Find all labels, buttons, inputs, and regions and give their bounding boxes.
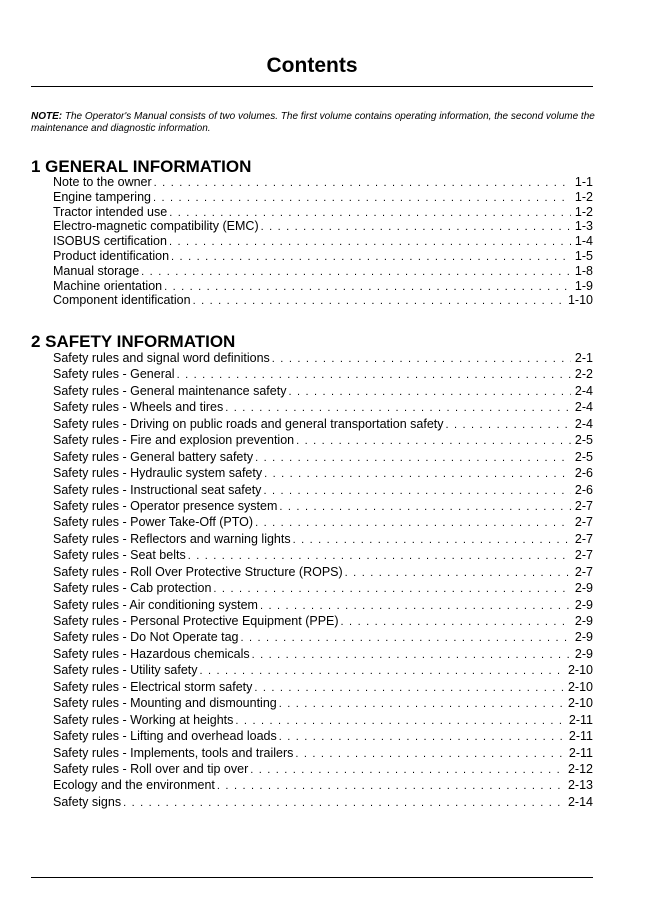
toc-entry-title: Safety rules - Instructional seat safety <box>53 482 262 497</box>
toc-entry[interactable] <box>53 366 593 382</box>
dot-leader <box>279 696 564 711</box>
toc-entry-title: Safety rules - Hazardous chemicals <box>53 646 250 661</box>
dot-leader <box>164 280 571 294</box>
footer-rule <box>31 877 593 878</box>
section-safety-information <box>31 333 593 810</box>
toc-entry[interactable] <box>53 662 593 678</box>
toc-entry[interactable] <box>53 175 593 190</box>
toc-entry[interactable] <box>53 249 593 264</box>
toc-entry[interactable] <box>53 794 593 810</box>
toc-entry[interactable] <box>53 279 593 294</box>
toc-entry[interactable] <box>53 564 593 580</box>
toc-entry[interactable] <box>53 383 593 399</box>
toc-entry[interactable] <box>53 498 593 514</box>
dot-leader <box>252 647 571 662</box>
dot-leader <box>279 729 565 744</box>
note <box>31 111 597 135</box>
dot-leader <box>446 417 571 432</box>
toc-entry-title: Machine orientation <box>53 278 163 293</box>
toc-entry[interactable] <box>53 629 593 645</box>
dot-leader <box>169 235 571 249</box>
dot-leader <box>177 367 571 382</box>
dot-leader <box>255 515 571 530</box>
toc-entry-page: 2-11 <box>568 729 593 744</box>
toc-entry-title: Safety rules - Wheels and tires <box>53 400 224 415</box>
dot-leader <box>241 630 571 645</box>
dot-leader <box>255 450 571 465</box>
toc-entry[interactable] <box>53 432 593 448</box>
toc-entry[interactable] <box>53 679 593 695</box>
toc-entry-page: 2-7 <box>574 515 593 530</box>
toc-entries <box>31 350 593 810</box>
toc-entry-title: Safety rules - Fire and explosion prevention <box>53 433 295 448</box>
toc-entry-page: 2-9 <box>574 597 593 612</box>
dot-leader <box>295 746 565 761</box>
toc-entry-title: Safety rules - Air conditioning system <box>53 597 258 612</box>
toc-entry-title: Electro-magnetic compatibility (EMC) <box>53 219 259 234</box>
dot-leader <box>154 176 571 190</box>
section-heading: 1 GENERAL INFORMATION <box>31 157 252 176</box>
toc-entry-page: 1-5 <box>574 248 593 263</box>
toc-entry-page: 1-3 <box>574 219 593 234</box>
toc-entry[interactable] <box>53 514 593 530</box>
toc-entry-title: Safety rules - General <box>53 367 175 382</box>
toc-entry[interactable] <box>53 449 593 465</box>
toc-entry[interactable] <box>53 219 593 234</box>
toc-entry-title: Tractor intended use <box>53 204 168 219</box>
toc-entry-title: Safety rules - Mounting and dismounting <box>53 696 277 711</box>
toc-entry-title: Safety rules - Power Take-Off (PTO) <box>53 515 254 530</box>
toc-entry[interactable] <box>53 712 593 728</box>
dot-leader <box>188 548 571 563</box>
toc-entry-title: Safety rules - Roll over and tip over <box>53 761 249 776</box>
dot-leader <box>264 466 571 481</box>
toc-entry-title: Safety rules - Lifting and overhead loads <box>53 729 277 744</box>
toc-entry-title: Manual storage <box>53 263 140 278</box>
toc-entry[interactable] <box>53 293 593 308</box>
dot-leader <box>193 294 564 308</box>
section-heading: 2 SAFETY INFORMATION <box>31 332 236 351</box>
toc-entry-page: 1-10 <box>567 293 593 308</box>
toc-entry-page: 2-7 <box>574 498 593 513</box>
dot-leader <box>123 795 564 810</box>
toc-entry-title: Safety rules - Working at heights <box>53 712 234 727</box>
toc-entry-page: 2-7 <box>574 531 593 546</box>
dot-leader <box>141 265 571 279</box>
dot-leader <box>169 206 571 220</box>
section-general-information <box>31 158 593 308</box>
toc-entry-page: 2-12 <box>567 761 593 776</box>
toc-entry-page: 2-10 <box>567 696 593 711</box>
toc-entry-title: Safety rules - Operator presence system <box>53 498 278 513</box>
toc-entry-title: Safety rules - Do Not Operate tag <box>53 630 239 645</box>
toc-entry[interactable] <box>53 190 593 205</box>
toc-entry-page: 2-11 <box>568 745 593 760</box>
toc-entry-page: 2-5 <box>574 433 593 448</box>
toc-entry-title: Safety rules - Roll Over Protective Structure (ROPS) <box>53 564 343 579</box>
dot-leader <box>153 191 571 205</box>
dot-leader <box>296 433 571 448</box>
dot-leader <box>171 250 571 264</box>
toc-entry[interactable] <box>53 547 593 563</box>
toc-entry[interactable] <box>53 777 593 793</box>
toc-entry-page: 2-1 <box>574 351 593 365</box>
toc-entry[interactable] <box>53 205 593 220</box>
dot-leader <box>263 483 570 498</box>
toc-entry[interactable] <box>53 264 593 279</box>
toc-entry-title: Safety rules and signal word definitions <box>53 351 270 365</box>
toc-entry-page: 1-8 <box>574 263 593 278</box>
toc-entry-title: ISOBUS certification <box>53 234 167 249</box>
dot-leader <box>200 663 564 678</box>
toc-entry[interactable] <box>53 761 593 777</box>
toc-entry[interactable] <box>53 745 593 761</box>
toc-entry[interactable] <box>53 350 593 366</box>
dot-leader <box>213 581 571 596</box>
toc-entry-title: Safety rules - Hydraulic system safety <box>53 466 263 481</box>
toc-entry-title: Engine tampering <box>53 189 151 204</box>
toc-entry[interactable] <box>53 482 593 498</box>
toc-entry[interactable] <box>53 580 593 596</box>
toc-entry-page: 2-9 <box>574 614 593 628</box>
toc-entry-title: Safety rules - Cab protection <box>53 581 212 596</box>
toc-entry[interactable] <box>53 728 593 744</box>
toc-entry-page: 2-7 <box>574 548 593 563</box>
toc-entry-title: Safety rules - General battery safety <box>53 449 254 464</box>
toc-entry-page: 2-4 <box>574 383 593 398</box>
toc-entry-title: Safety rules - General maintenance safety <box>53 383 287 398</box>
dot-leader <box>217 778 564 793</box>
toc-entry-page: 2-5 <box>574 449 593 464</box>
dot-leader <box>225 400 571 415</box>
page-title: Contents <box>266 54 358 77</box>
dot-leader <box>293 532 571 547</box>
toc-entry-page: 2-4 <box>574 416 593 431</box>
toc-entry[interactable] <box>53 695 593 711</box>
toc-entry-title: Safety rules - Utility safety <box>53 663 198 678</box>
toc-entry-title: Safety rules - Electrical storm safety <box>53 679 253 694</box>
toc-entry-title: Ecology and the environment <box>53 778 215 793</box>
dot-leader <box>341 614 571 629</box>
dot-leader <box>250 762 564 777</box>
dot-leader <box>345 565 571 580</box>
toc-entry[interactable] <box>53 399 593 415</box>
toc-entry-page: 1-2 <box>574 189 593 204</box>
toc-entry-page: 2-10 <box>567 679 593 694</box>
toc-entry-page: 2-4 <box>574 400 593 415</box>
toc-entry[interactable] <box>53 646 593 662</box>
toc-entry-page: 2-9 <box>574 646 593 661</box>
dot-leader <box>235 713 564 728</box>
toc-entry-page: 1-1 <box>574 175 593 189</box>
toc-entry-page: 2-6 <box>574 482 593 497</box>
toc-entry-title: Safety signs <box>53 794 122 809</box>
toc-entry-title: Safety rules - Reflectors and warning lights <box>53 531 291 546</box>
toc-entry-page: 2-7 <box>574 564 593 579</box>
toc-entry-page: 2-13 <box>567 778 593 793</box>
toc-entry-page: 2-6 <box>574 466 593 481</box>
toc-entry[interactable] <box>53 531 593 547</box>
toc-entry-page: 1-9 <box>574 278 593 293</box>
toc-entry-title: Note to the owner <box>53 175 152 189</box>
toc-entry-page: 2-9 <box>574 630 593 645</box>
toc-entry[interactable] <box>53 597 593 613</box>
toc-entry[interactable] <box>53 465 593 481</box>
dot-leader <box>279 499 571 514</box>
toc-entry-title: Safety rules - Driving on public roads and general transportation safety <box>53 416 444 431</box>
note-label: NOTE: <box>31 111 63 122</box>
note-text: The Operator's Manual consists of two volumes. The first volume contains operating information, the second volume the maintenance and diagnostic information. <box>31 111 595 134</box>
dot-leader <box>254 680 564 695</box>
toc-entry-title: Safety rules - Implements, tools and trailers <box>53 745 294 760</box>
toc-entry-title: Component identification <box>53 293 191 308</box>
toc-entry-page: 2-9 <box>574 581 593 596</box>
header-rule <box>31 86 593 87</box>
dot-leader <box>261 220 571 234</box>
toc-entry[interactable] <box>53 613 593 629</box>
toc-entry[interactable] <box>53 234 593 249</box>
dot-leader <box>260 598 571 613</box>
toc-entry-title: Safety rules - Seat belts <box>53 548 186 563</box>
toc-entry-page: 2-2 <box>574 367 593 382</box>
dot-leader <box>272 351 571 366</box>
toc-entry-page: 1-4 <box>574 234 593 249</box>
toc-entry-page: 1-2 <box>574 204 593 219</box>
toc-entry-title: Product identification <box>53 248 170 263</box>
dot-leader <box>288 384 570 399</box>
toc-entry-title: Safety rules - Personal Protective Equipment (PPE) <box>53 614 339 628</box>
toc-entry-page: 2-10 <box>567 663 593 678</box>
toc-entries <box>31 175 593 308</box>
toc-entry[interactable] <box>53 416 593 432</box>
toc-entry-page: 2-14 <box>567 794 593 809</box>
toc-entry-page: 2-11 <box>568 712 593 727</box>
